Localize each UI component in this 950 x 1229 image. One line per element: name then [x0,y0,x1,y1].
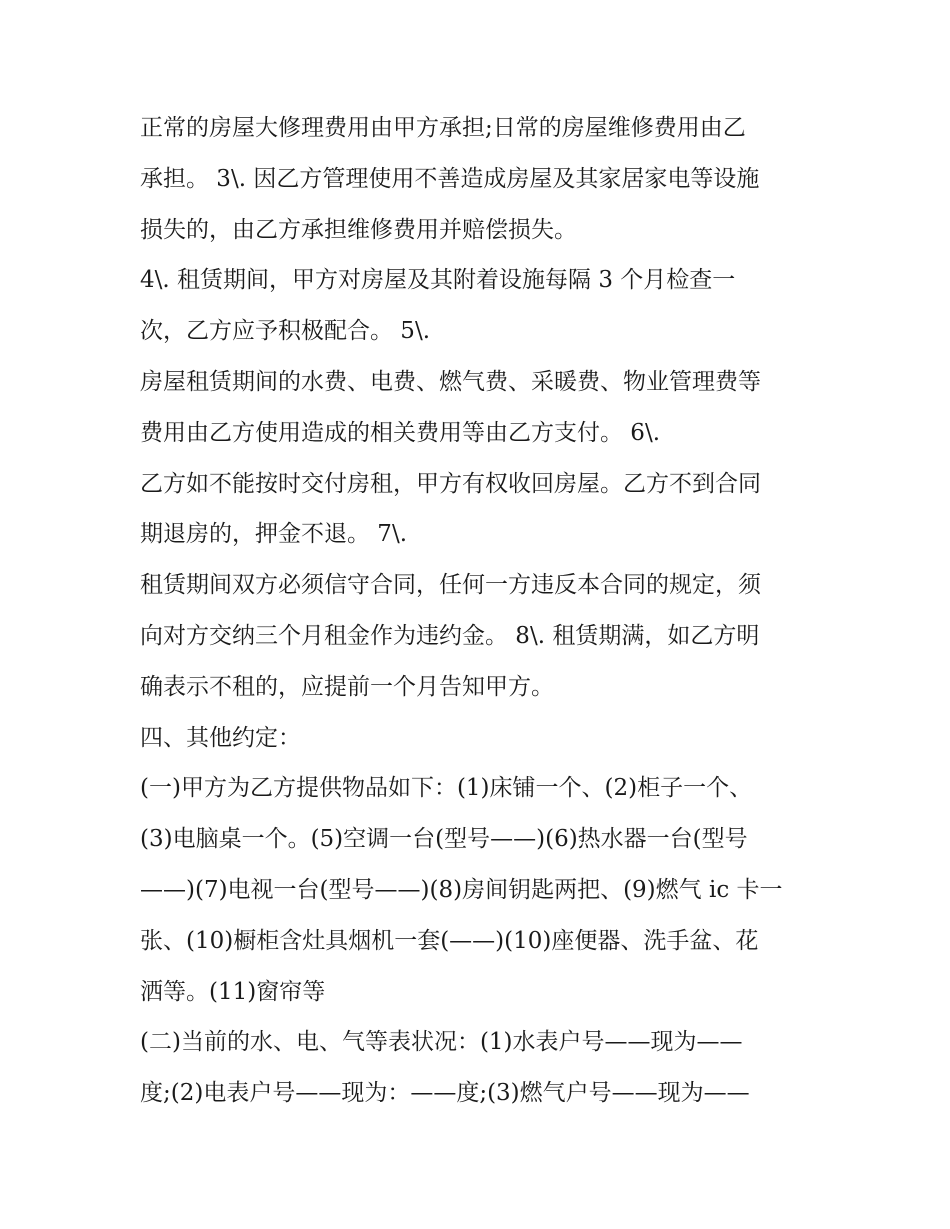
text-line: 洒等。(11)窗帘等 [140,978,326,1005]
section-heading: 四、其他约定： [140,724,301,751]
text-line: 次，乙方应予积极配合。 5\. [140,318,431,345]
document-body [140,103,840,1119]
text-line: ——)(7)电视一台(型号——)(8)房间钥匙两把、(9)燃气 ic 卡一 [140,876,783,903]
text-line: 承担。 3\. 因乙方管理使用不善造成房屋及其家居家电等设施 [140,165,760,192]
text-line: 正常的房屋大修理费用由甲方承担;日常的房屋维修费用由乙 [140,115,746,141]
text-line: 4\. 租赁期间，甲方对房屋及其附着设施每隔 3 个月检查一 [140,267,736,294]
text-line: (3)电脑桌一个。(5)空调一台(型号——)(6)热水器一台(型号 [140,826,748,853]
text-line: 张、(10)橱柜含灶具烟机一套(——)(10)座便器、洗手盆、花 [140,927,759,954]
text-line: 确表示不租的，应提前一个月告知甲方。 [140,673,554,700]
text-line: 损失的，由乙方承担维修费用并赔偿损失。 [140,216,577,243]
text-line: 向对方交纳三个月租金作为违约金。 8\. 租赁期满，如乙方明 [140,622,760,649]
text-line: (二)当前的水、电、气等表状况：(1)水表户号——现为—— [140,1029,743,1056]
text-line: 度;(2)电表户号——现为：——度;(3)燃气户号——现为—— [140,1080,750,1107]
text-line: (一)甲方为乙方提供物品如下：(1)床铺一个、(2)柜子一个、 [140,775,753,802]
text-line: 费用由乙方使用造成的相关费用等由乙方支付。 6\. [140,419,661,446]
text-line: 租赁期间双方必须信守合同，任何一方违反本合同的规定，须 [140,572,761,599]
text-line: 乙方如不能按时交付房租，甲方有权收回房屋。乙方不到合同 [140,470,761,497]
text-line: 房屋租赁期间的水费、电费、燃气费、采暖费、物业管理费等 [140,368,761,395]
text-line: 期退房的，押金不退。 7\. [140,521,408,548]
